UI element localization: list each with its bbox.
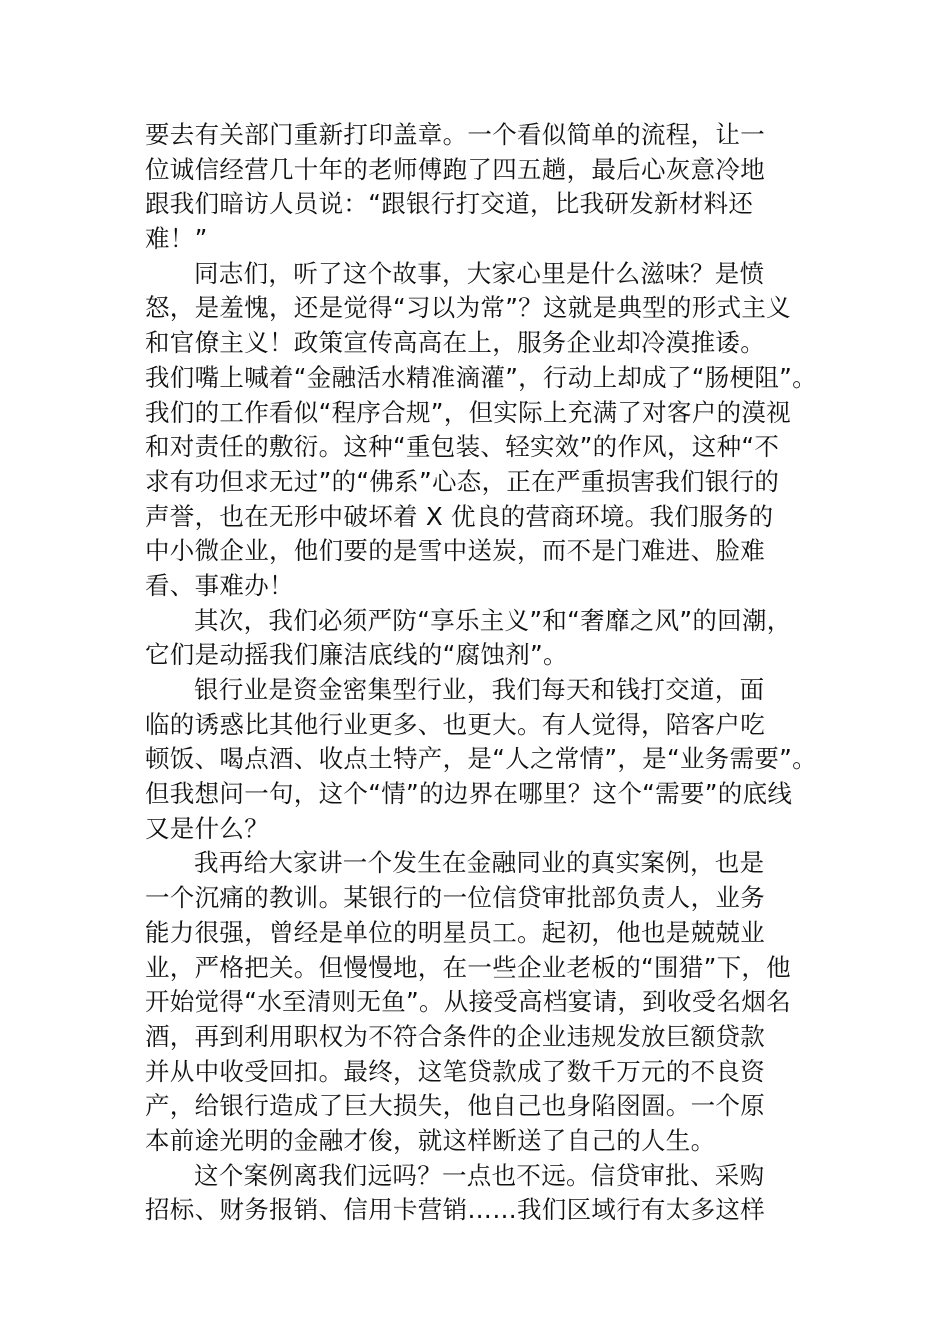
text-line: 临的诱惑比其他行业更多、也更大。有人觉得，陪客户吃 [145, 709, 765, 739]
text-line: 难！” [145, 224, 208, 254]
text-line: 顿饭、喝点酒、收点土特产，是“人之常情”，是“业务需要”。 [145, 744, 817, 774]
text-line: 同志们，听了这个故事，大家心里是什么滋味？是愤 [194, 258, 765, 288]
text-line: 其次，我们必须严防“享乐主义”和“奢靡之风”的回潮， [194, 605, 792, 635]
text-line: 酒，再到利用职权为不符合条件的企业违规发放巨额贷款 [145, 1021, 765, 1051]
paragraph [145, 257, 817, 604]
text-line: 这个案例离我们远吗？一点也不远。信贷审批、采购 [194, 1160, 765, 1190]
text-line: 我再给大家讲一个发生在金融同业的真实案例，也是 [194, 848, 765, 878]
body-text [145, 118, 817, 1228]
text-line: 跟我们暗访人员说：“跟银行打交道，比我研发新材料还 [145, 189, 754, 219]
text-line: 中小微企业，他们要的是雪中送炭，而不是门难进、脸难 [145, 536, 765, 566]
text-line: 它们是动摇我们廉洁底线的“腐蚀剂”。 [145, 640, 568, 670]
text-line: 和官僚主义！政策宣传高高在上，服务企业却冷漠推诿。 [145, 328, 765, 358]
paragraph [145, 604, 817, 673]
text-line: 看、事难办！ [145, 570, 294, 600]
text-line: 求有功但求无过”的“佛系”心态，正在严重损害我们银行的 [145, 466, 780, 496]
text-line: 位诚信经营几十年的老师傅跑了四五趟，最后心灰意冷地 [145, 154, 765, 184]
text-line: 并从中收受回扣。最终，这笔贷款成了数千万元的不良资 [145, 1056, 765, 1086]
text-line: 开始觉得“水至清则无鱼”。从接受高档宴请，到收受名烟名 [145, 987, 791, 1017]
text-line: 我们的工作看似“程序合规”，但实际上充满了对客户的漠视 [145, 397, 791, 427]
paragraph [145, 846, 817, 1158]
text-line: 本前途光明的金融才俊，就这样断送了自己的人生。 [145, 1125, 716, 1155]
text-line: 银行业是资金密集型行业，我们每天和钱打交道，面 [194, 675, 765, 704]
text-line: 但我想问一句，这个“情”的边界在哪里？这个“需要”的底线 [145, 779, 793, 809]
text-line: 声誉，也在无形中破坏着 X 优良的营商环境。我们服务的 [145, 501, 774, 531]
text-line: 能力很强，曾经是单位的明星员工。起初，他也是兢兢业 [145, 917, 765, 947]
text-line: 要去有关部门重新打印盖章。一个看似简单的流程，让一 [145, 120, 765, 149]
text-line: 和对责任的敷衍。这种“重包装、轻实效”的作风，这种“不 [145, 432, 780, 462]
text-line: 我们嘴上喊着“金融活水精准滴灌”，行动上却成了“肠梗阻”。 [145, 362, 817, 392]
text-line: 怒，是羞愧，还是觉得“习以为常”？这就是典型的形式主义 [145, 293, 791, 323]
paragraph [145, 673, 817, 846]
text-line: 招标、财务报销、信用卡营销……我们区域行有太多这样 [145, 1195, 765, 1225]
text-line: 产，给银行造成了巨大损失，他自己也身陷囹圄。一个原 [145, 1091, 765, 1121]
paragraph [145, 118, 817, 257]
text-line: 又是什么？ [145, 813, 269, 843]
paragraph [145, 1159, 817, 1228]
text-line: 一个沉痛的教训。某银行的一位信贷审批部负责人，业务 [145, 883, 765, 913]
text-line: 业，严格把关。但慢慢地，在一些企业老板的“围猎”下，他 [145, 952, 791, 982]
